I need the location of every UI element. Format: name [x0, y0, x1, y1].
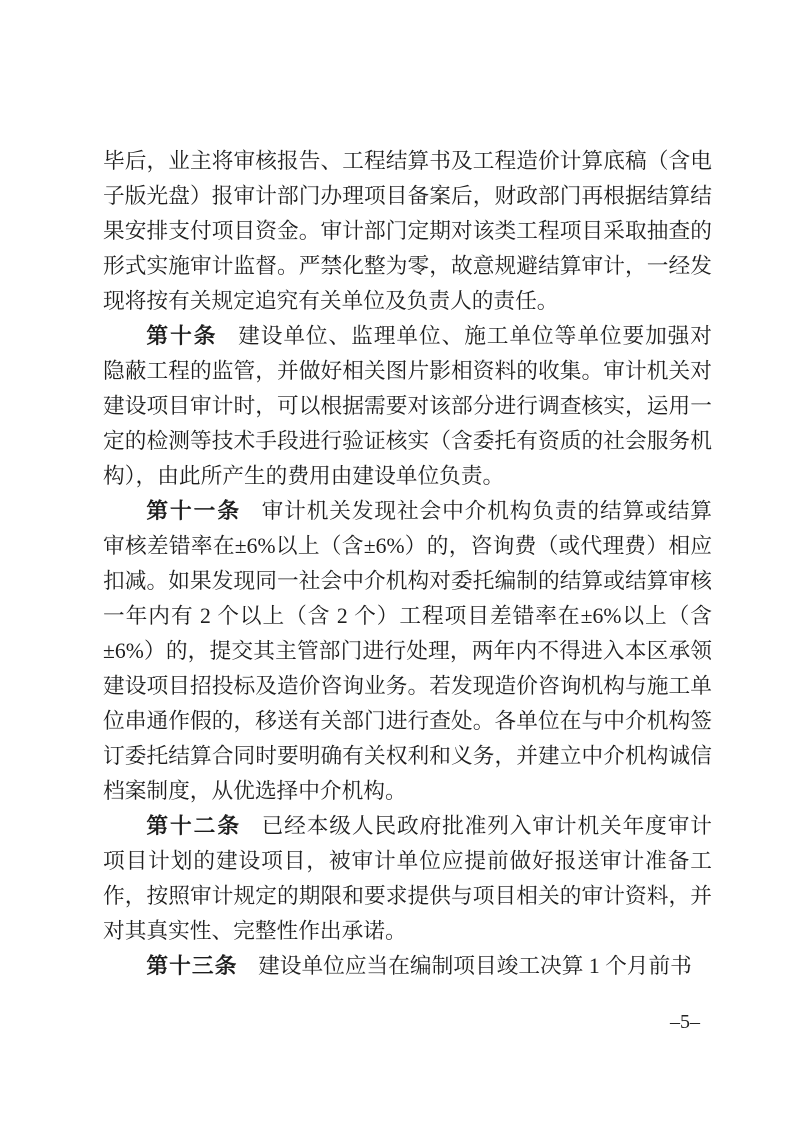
paragraph-text: 建设单位、监理单位、施工单位等单位要加强对隐蔽工程的监管，并做好相关图片影相资料的收集。审计机关对建设项目审计时，可以根据需要对该部分进行调查核实，运用一定的检测等技术手段进行验证核实（含委托有资质的社会服务机构），由此所产生的费用由建设单位负责。: [103, 324, 712, 488]
article-number: 第十条: [146, 324, 218, 348]
paragraph: [103, 144, 712, 319]
article-number: 第十二条: [146, 814, 241, 838]
paragraph-text: 毕后，业主将审核报告、工程结算书及工程造价计算底稿（含电子版光盘）报审计部门办理项目备案后，财政部门再根据结算结果安排支付项目资金。审计部门定期对该类工程项目采取抽查的形式实施审计监督。严禁化整为零，故意规避结算审计，一经发现将按有关规定追究有关单位及负责人的责任。: [103, 149, 712, 313]
paragraph-text: 审计机关发现社会中介机构负责的结算或结算审核差错率在±6%以上（含±6%）的，咨询费（或代理费）相应扣减。如果发现同一社会中介机构对委托编制的结算或结算审核一年内有 2 个以上（含 2 个）工程项目差错率在±6%以上（含±6%）的，提交其主管部门进行处理，两年内不得进入本区承领建设项目招投标及造价咨询业务。若发现造价咨询机构与施工单位串通作假的，移送有关部门进行查处。各单位在与中介机构签订委托结算合同时要明确有关权利和义务，并建立中介机构诚信档案制度，从优选择中介机构。: [103, 499, 712, 803]
article-number: 第十一条: [146, 499, 241, 523]
page-number: –5–: [670, 1011, 700, 1033]
paragraph: [103, 319, 712, 494]
paragraph: [103, 949, 712, 984]
paragraph-text: 已经本级人民政府批准列入审计机关年度审计项目计划的建设项目，被审计单位应提前做好报送审计准备工作，按照审计规定的期限和要求提供与项目相关的审计资料，并对其真实性、完整性作出承诺。: [103, 814, 712, 943]
paragraph: [103, 494, 712, 809]
article-number: 第十三条: [146, 954, 238, 978]
paragraph-text: 建设单位应当在编制项目竣工决算 1 个月前书: [258, 954, 692, 978]
paragraph: [103, 809, 712, 949]
document-body: [103, 144, 712, 984]
